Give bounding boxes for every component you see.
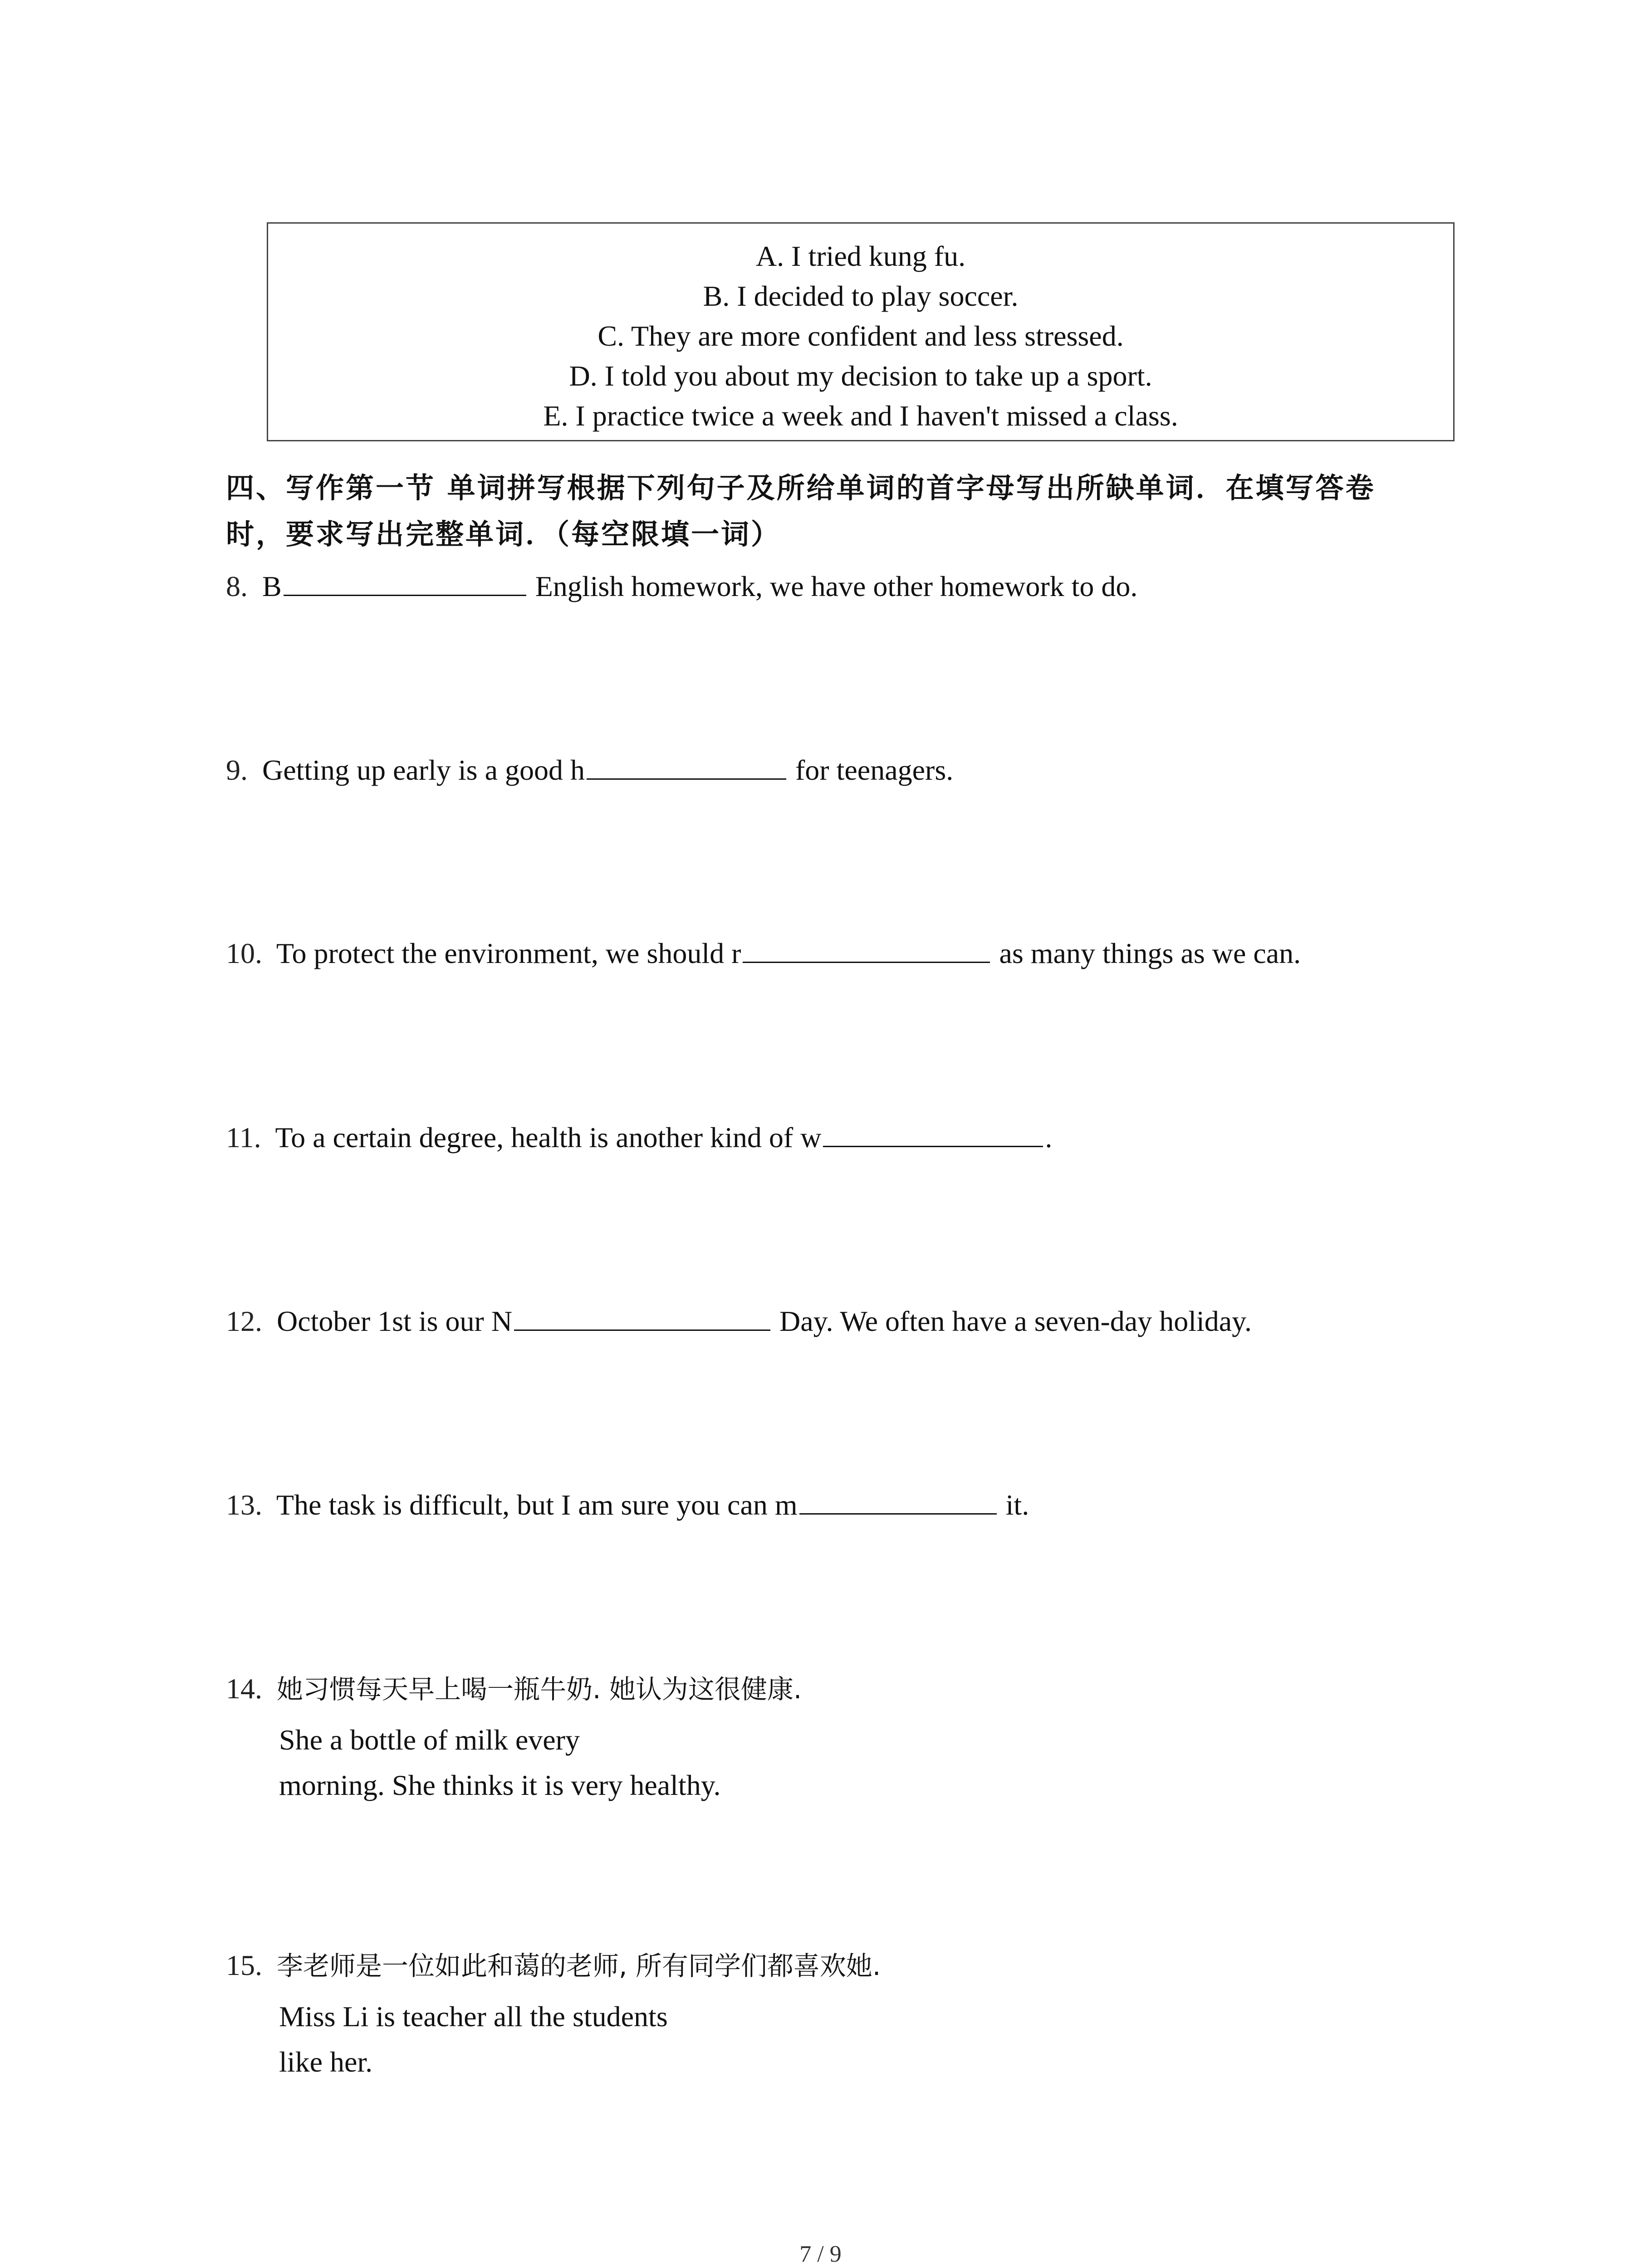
question-15 xyxy=(226,1943,1460,1989)
question-text-post: English homework, we have other homework to do. xyxy=(535,570,1138,602)
question-14-continuation: morning. She thinks it is very healthy. xyxy=(279,1769,721,1801)
question-9 xyxy=(226,748,1460,793)
question-number: 15. xyxy=(226,1949,262,1981)
question-text-post: a bottle of milk every xyxy=(330,1724,580,1756)
question-text-pre: She xyxy=(279,1724,323,1756)
question-11 xyxy=(226,1115,1460,1160)
question-text-pre: To protect the environment, we should r xyxy=(276,937,741,969)
question-number: 14. xyxy=(226,1672,262,1705)
question-number: 10. xyxy=(226,937,262,969)
chinese-prompt: 她习惯每天早上喝一瓶牛奶. 她认为这很健康. xyxy=(277,1674,802,1705)
answer-blank[interactable] xyxy=(799,1486,997,1515)
section-heading-line1: 四、写作第一节 单词拼写根据下列句子及所给单词的首字母写出所缺单词．在填写答卷 xyxy=(226,471,1376,504)
options-box xyxy=(267,222,1455,441)
question-number: 12. xyxy=(226,1305,262,1337)
question-8 xyxy=(226,564,1460,609)
question-number: 8. xyxy=(226,570,248,602)
answer-blank[interactable] xyxy=(514,1302,770,1331)
question-text-post: Day. We often have a seven-day holiday. xyxy=(779,1305,1252,1337)
question-number: 9. xyxy=(226,754,248,786)
answer-blank[interactable] xyxy=(823,1119,1043,1147)
question-text-post: as many things as we can. xyxy=(999,937,1301,969)
question-13 xyxy=(226,1482,1460,1528)
question-text-pre: B xyxy=(262,570,282,602)
question-text-post: for teenagers. xyxy=(795,754,954,786)
question-number: 13. xyxy=(226,1489,262,1521)
question-text-pre: To a certain degree, health is another kind of w xyxy=(275,1121,822,1154)
question-12 xyxy=(226,1299,1460,1344)
question-text-pre: Miss Li is xyxy=(279,2000,396,2033)
question-15-line xyxy=(279,1994,1459,2039)
question-text-pre: The task is difficult, but I am sure you can m xyxy=(276,1489,798,1521)
question-text-post: all the students xyxy=(493,2000,668,2033)
question-text-mid: teacher xyxy=(402,2000,486,2033)
option-e: E. I practice twice a week and I haven't missed a class. xyxy=(543,400,1178,432)
option-c: C. They are more confident and less stressed. xyxy=(598,320,1124,352)
section-heading-line2: 时，要求写出完整单词．（每空限填一词） xyxy=(226,518,781,551)
question-number: 11. xyxy=(226,1121,261,1154)
answer-blank[interactable] xyxy=(743,934,990,963)
question-10 xyxy=(226,931,1460,976)
question-text-pre: Getting up early is a good h xyxy=(262,754,585,786)
option-b: B. I decided to play soccer. xyxy=(703,280,1019,312)
answer-blank[interactable] xyxy=(587,751,786,780)
question-14-body xyxy=(279,1717,1459,1808)
page-number: 7 / 9 xyxy=(799,2241,842,2267)
option-a: A. I tried kung fu. xyxy=(755,240,966,272)
question-text-post: . xyxy=(1045,1121,1053,1154)
chinese-prompt: 李老师是一位如此和蔼的老师, 所有同学们都喜欢她. xyxy=(277,1950,881,1981)
question-15-body xyxy=(279,1994,1459,2085)
question-14-line xyxy=(279,1717,1459,1763)
answer-blank[interactable] xyxy=(284,567,526,596)
question-text-post: it. xyxy=(1005,1489,1029,1521)
question-text-pre: October 1st is our N xyxy=(277,1305,513,1337)
option-d: D. I told you about my decision to take up a sport. xyxy=(569,360,1152,392)
question-15-continuation: like her. xyxy=(279,2046,373,2078)
section-heading xyxy=(226,465,1460,557)
question-14 xyxy=(226,1666,1460,1712)
